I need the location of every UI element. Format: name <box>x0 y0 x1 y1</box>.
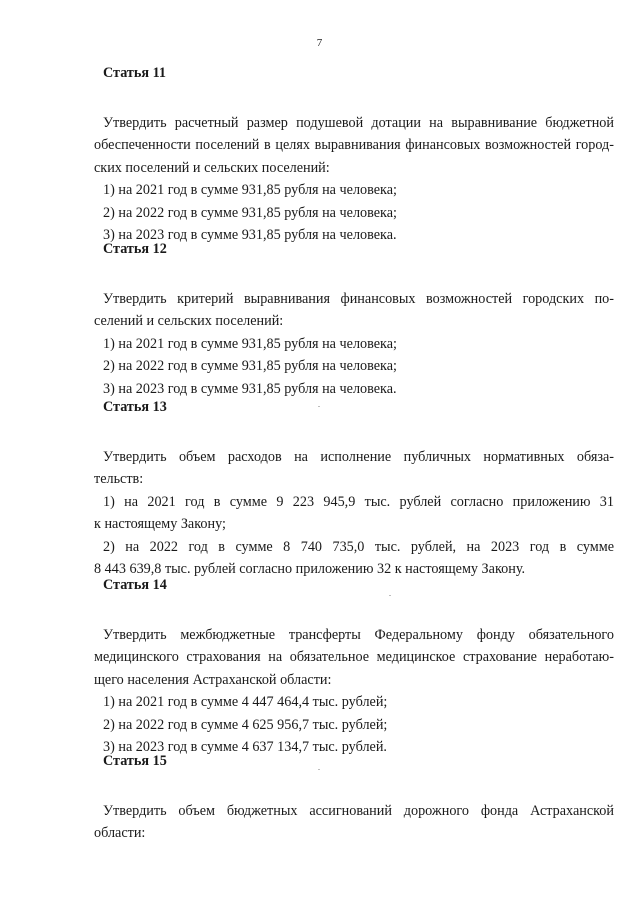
article-12 <box>94 238 614 400</box>
article-heading: Статья 11 <box>103 65 167 81</box>
list-item: 3) на 2023 год в сумме 931,85 рубля на человека. <box>103 227 397 244</box>
article-body <box>94 800 614 845</box>
list-item: 2) на 2022 год в сумме 931,85 рубля на человека; <box>103 358 397 375</box>
article-heading: Статья 14 <box>103 577 167 593</box>
article-body <box>94 624 614 758</box>
paragraph-line: медицинского страхования на обязательное медицинское страхование неработаю- <box>94 649 614 666</box>
list-item: 3) на 2023 год в сумме 4 637 134,7 тыс. рублей. <box>103 739 387 756</box>
paragraph-line: Утвердить объем расходов на исполнение публичных нормативных обяза- <box>103 449 614 465</box>
paragraph-line: области: <box>94 825 146 842</box>
article-14 <box>94 574 614 758</box>
scan-speck <box>389 595 391 596</box>
list-item: 2) на 2022 год в сумме 4 625 956,7 тыс. рублей; <box>103 716 388 733</box>
article-11 <box>94 62 614 246</box>
paragraph-line: Утвердить объем бюджетных ассигнований дорожного фонда Астраханской <box>103 803 614 819</box>
paragraph-line: ских поселений и сельских поселений: <box>94 159 330 176</box>
list-item: 1) на 2021 год в сумме 931,85 рубля на человека; <box>103 182 397 199</box>
paragraph-line: Утвердить расчетный размер подушевой дотации на выравнивание бюджетной <box>103 115 614 131</box>
list-item: 3) на 2023 год в сумме 931,85 рубля на человека. <box>103 380 397 397</box>
article-heading: Статья 15 <box>103 753 167 769</box>
list-item: 1) на 2021 год в сумме 4 447 464,4 тыс. рублей; <box>103 694 388 711</box>
scan-speck <box>318 406 320 407</box>
article-body <box>94 112 614 246</box>
article-15 <box>94 750 614 845</box>
list-item-continuation: 8 443 639,8 тыс. рублей согласно приложению 32 к настоящему Закону. <box>94 561 526 578</box>
article-body <box>94 446 614 580</box>
paragraph-line: щего населения Астраханской области: <box>94 671 332 688</box>
scan-speck <box>318 769 320 770</box>
list-item: 1) на 2021 год в сумме 9 223 945,9 тыс. рублей согласно приложению 31 <box>103 493 614 510</box>
list-item-continuation: к настоящему Закону; <box>94 516 226 533</box>
list-item: 2) на 2022 год в сумме 931,85 рубля на человека; <box>103 204 397 221</box>
list-item: 2) на 2022 год в сумме 8 740 735,0 тыс. рублей, на 2023 год в сумме <box>103 538 614 555</box>
paragraph-line: Утвердить критерий выравнивания финансовых возможностей городских по- <box>103 291 614 307</box>
paragraph-line: обеспеченности поселений в целях выравнивания финансовых возможностей город- <box>94 137 614 154</box>
paragraph-line: Утвердить межбюджетные трансферты Федеральному фонду обязательного <box>103 627 614 643</box>
paragraph-line: тельств: <box>94 471 144 488</box>
article-heading: Статья 12 <box>103 241 167 257</box>
article-heading: Статья 13 <box>103 399 167 415</box>
article-body <box>94 288 614 400</box>
list-item: 1) на 2021 год в сумме 931,85 рубля на человека; <box>103 335 397 352</box>
paragraph-line: селений и сельских поселений: <box>94 313 284 330</box>
page-number: 7 <box>316 37 323 49</box>
article-13 <box>94 396 614 580</box>
